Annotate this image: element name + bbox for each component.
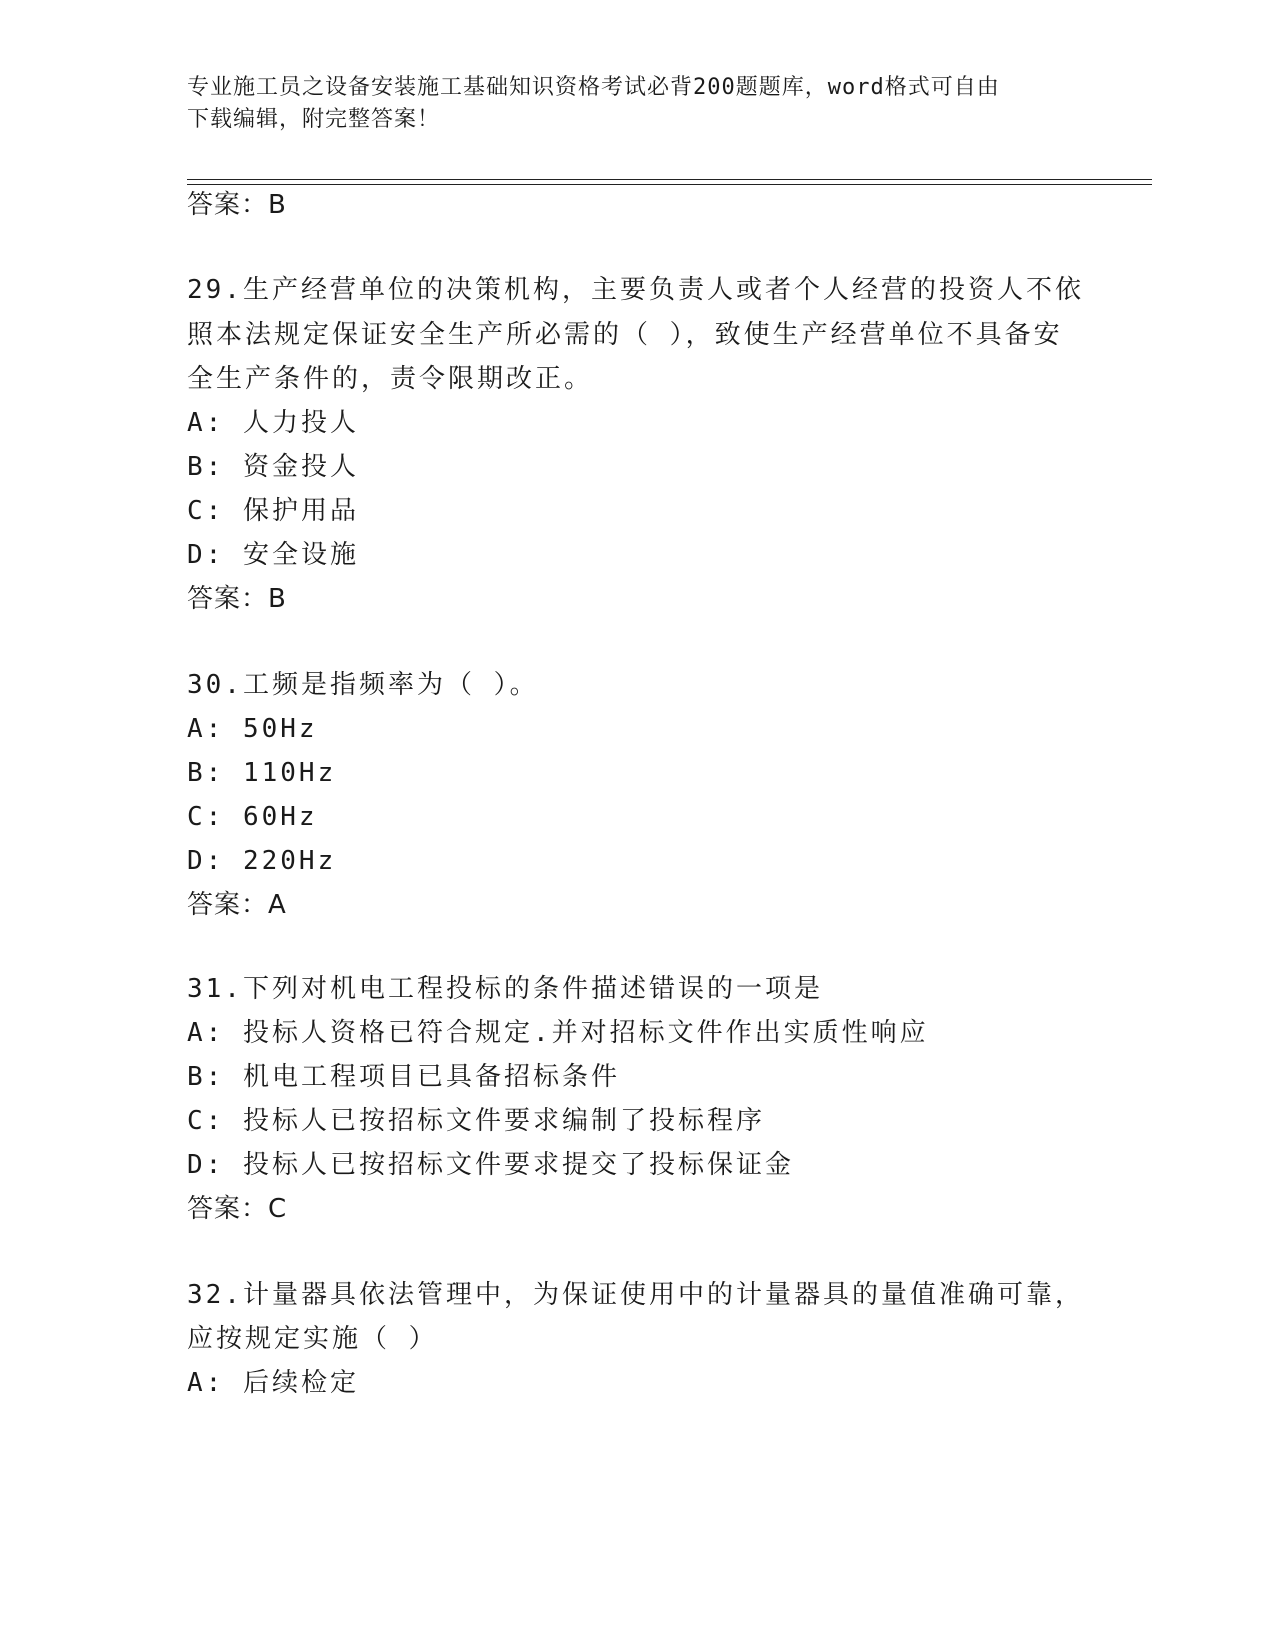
question-32-line-1: 32.计量器具依法管理中，为保证使用中的计量器具的量值准确可靠，: [187, 1280, 1084, 1310]
question-31-option-d: D: 投标人已按招标文件要求提交了投标保证金: [187, 1150, 794, 1180]
header-rule-bottom: [187, 184, 1152, 185]
document-header: [187, 72, 1067, 136]
question-30-answer: 答案：A: [187, 890, 287, 920]
question-29-option-a: A: 人力投人: [187, 408, 359, 438]
question-32-option-a: A: 后续检定: [187, 1368, 359, 1398]
question-29-option-b: B: 资金投人: [187, 452, 359, 482]
question-31-answer: 答案：C: [187, 1194, 288, 1224]
question-29-line-3: 全生产条件的，责令限期改正。: [187, 364, 594, 394]
question-29-answer: 答案：B: [187, 584, 287, 614]
question-29-line-2: 照本法规定保证安全生产所必需的（ ），致使生产经营单位不具备安: [187, 320, 1063, 350]
question-29-option-d: D: 安全设施: [187, 540, 359, 570]
question-30-option-c: C: 60Hz: [187, 802, 318, 832]
answer-previous: 答案：B: [187, 190, 287, 220]
question-31-option-a: A: 投标人资格已符合规定.并对招标文件作出实质性响应: [187, 1018, 929, 1048]
question-29-line-1: 29.生产经营单位的决策机构，主要负责人或者个人经营的投资人不依: [187, 275, 1084, 305]
question-32-line-2: 应按规定实施（ ）: [187, 1324, 438, 1354]
question-29-option-c: C: 保护用品: [187, 496, 359, 526]
question-30-option-d: D: 220Hz: [187, 846, 337, 876]
header-line-1: 专业施工员之设备安装施工基础知识资格考试必背200题题库，word格式可自由: [187, 75, 1000, 100]
question-31-line-1: 31.下列对机电工程投标的条件描述错误的一项是: [187, 974, 823, 1004]
question-30-option-a: A: 50Hz: [187, 714, 318, 744]
question-31-option-b: B: 机电工程项目已具备招标条件: [187, 1062, 620, 1092]
question-31-option-c: C: 投标人已按招标文件要求编制了投标程序: [187, 1106, 765, 1136]
header-line-2: 下载编辑，附完整答案！: [187, 107, 441, 132]
question-30-line-1: 30.工频是指频率为（ ）。: [187, 670, 539, 700]
question-30-option-b: B: 110Hz: [187, 758, 337, 788]
header-rule-top: [187, 179, 1152, 180]
